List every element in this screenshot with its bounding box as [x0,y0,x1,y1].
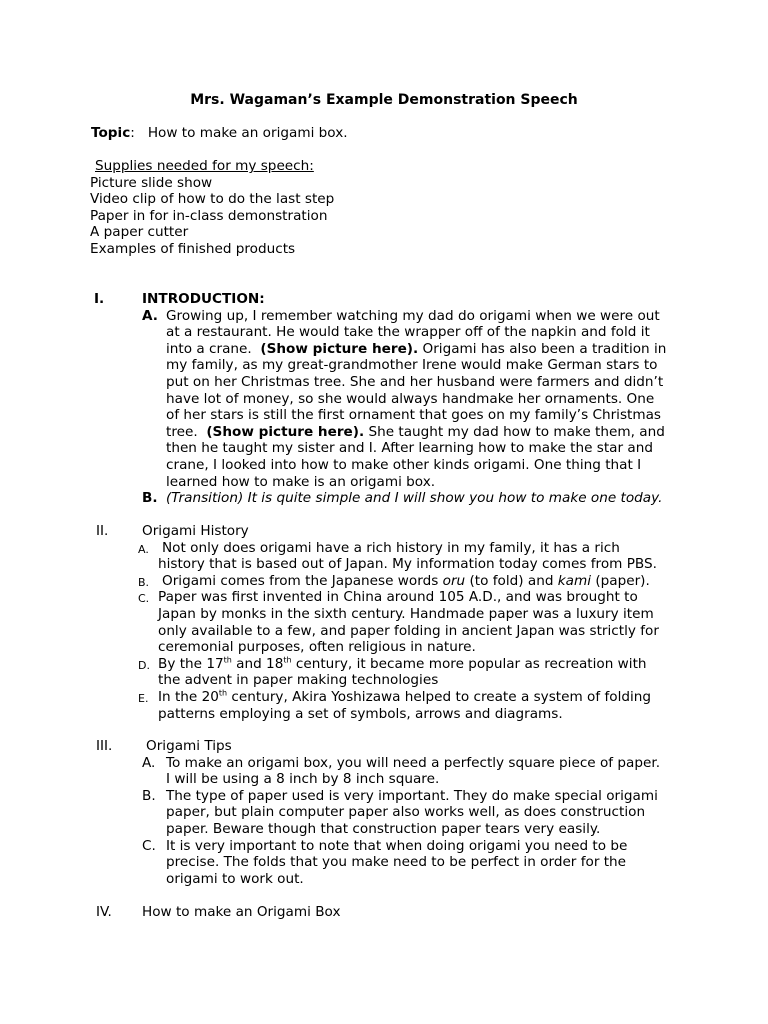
transition-text: (Transition) It is quite simple and I will show you how to make one today. [166,490,663,506]
section-heading: INTRODUCTION: [142,291,265,307]
section-numeral: II. [96,523,109,539]
document-title: Mrs. Wagaman’s Example Demonstration Speech [190,92,578,108]
topic-line: Topic: How to make an origami box. [91,125,348,141]
list-item: Picture slide show [90,174,213,191]
section-origami-history: II. Origami History A. Not only does origami have a rich history in my family, it has a rich history that is based out of Japan. My information today comes from PBS. B. Origami comes from the Japanese words oru (to fold) and kami (paper). C. Paper was first invented in China around 105 A.D., and was brought to Japan by monks in the sixth century. Handmade paper was a luxury item only available to a few, and paper folding in ancient Japan was strictly for ceremonial purposes, often religious in nature. D. By the 17th and 18th century, it became more popular as recreation with the advent in paper making technologies E. In the 20th century, Akira Yoshizawa helped to create a system of folding patterns employing a set of symbols, arrows and diagrams. [96,523,659,722]
section-origami-tips: III. Origami Tips A. To make an origami box, you will need a perfectly square piece of paper. I will be using a 8 inch by 8 inch square. B. The type of paper used is very important. They do make special origami paper, but plain computer paper also works well, as does construction paper. Beware though that construction paper tears very easily. C. It is very important to note that when doing origami you need to be precise. The folds that you make need to be perfect in order for the origami to work out. [96,738,661,887]
list-item: A paper cutter [90,224,189,241]
item-text: Growing up, I remember watching my dad do origami when we were out at a restaurant. He would take the wrapper off of the napkin and fold it into a crane. (Show picture here). Origami has also been a tradition in my family, as my great-grandmother Irene would make German stars to put on her Christmas tree. She and her husband were farmers and didn’t have lot of money, so she would always handmake her ornaments. One of her stars is still the first ornament that goes on my family’s Christmas tree. (Show picture here). She taught my dad how to make them, and then he taught my sister and I. After learning how to make the star and crane, I looked into how to make other kinds origami. One thing that I learned how to make is an origami box. [166,307,667,490]
section-numeral: I. [94,291,105,307]
list-item: Paper in for in-class demonstration [90,207,328,224]
section-heading: Origami Tips [146,738,232,754]
supplies-header: Supplies needed for my speech: [95,158,314,174]
section-how-to-make-box [96,904,696,924]
item-label: B. [142,490,158,506]
topic-label: Topic [91,125,131,141]
list-item: Video clip of how to do the last step [90,191,335,208]
section-numeral: IV. [96,904,112,920]
item-label: A. [142,307,158,324]
section-introduction [94,291,694,521]
topic-value: How to make an origami box. [147,125,348,141]
list-item: Examples of finished products [90,240,296,257]
section-heading: How to make an Origami Box [142,904,341,920]
supplies-list [90,158,334,258]
section-heading: Origami History [142,523,249,539]
section-numeral: III. [96,738,113,754]
